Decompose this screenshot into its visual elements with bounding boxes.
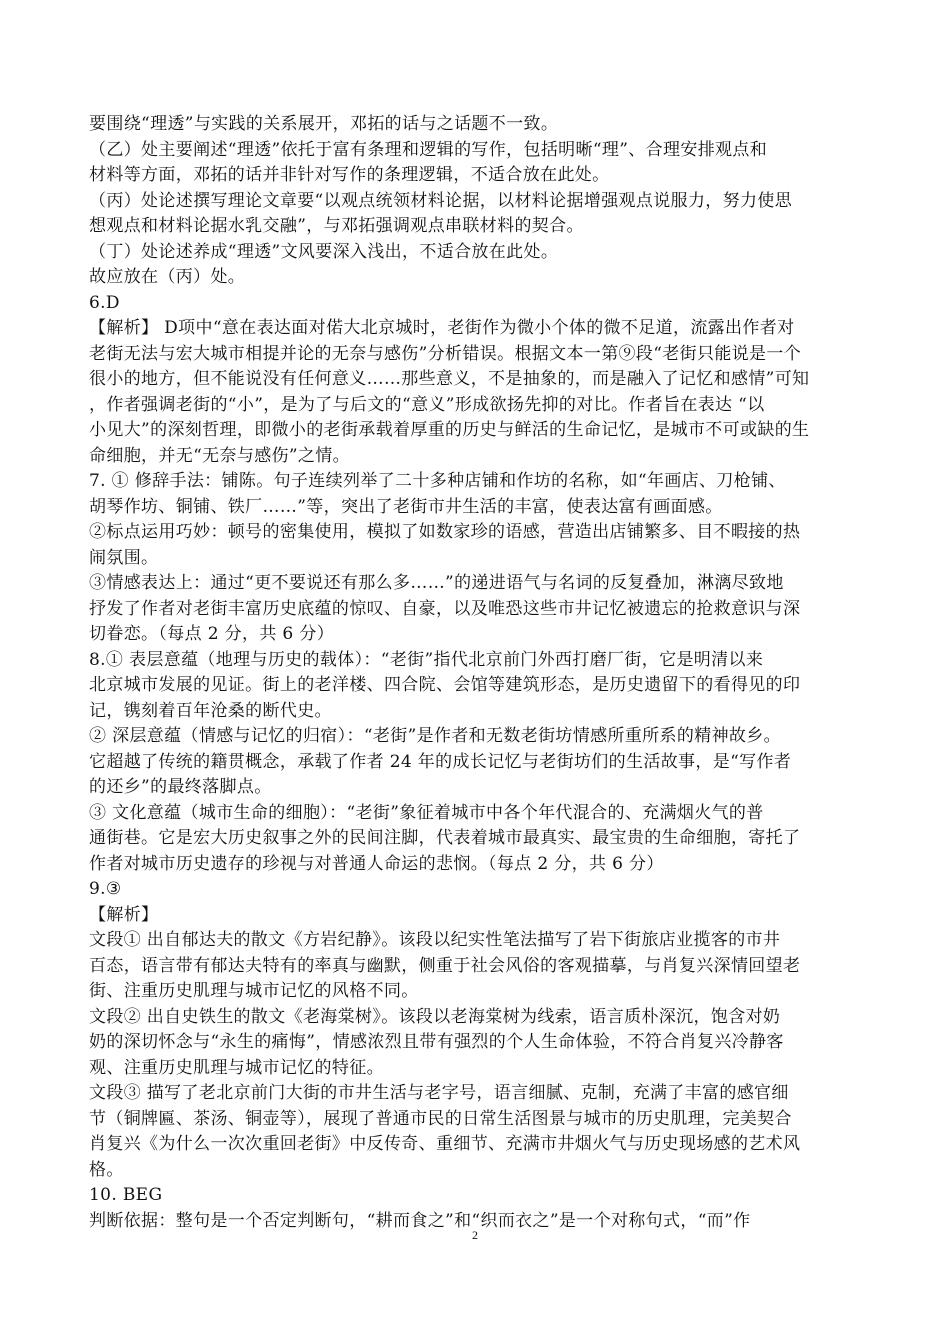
- text-line: 通街巷。它是宏大历史叙事之外的民间注脚，代表着城市最真实、最宝贵的生命细胞，寄托了: [89, 828, 801, 848]
- page-number: 2: [472, 1228, 478, 1242]
- analysis-heading: 【解析】: [89, 904, 159, 925]
- text-line: 街、注重历史肌理与城市记忆的风格不同。: [89, 981, 419, 1001]
- text-line: （丙）处论述撰写理论文章要“以观点统领材料论据，以材料论据增强观点说服力，努力使思: [89, 190, 793, 211]
- text-line: 胡琴作坊、铜铺、铁厂……”等，突出了老街市井生活的丰富，使表达富有画面感。: [89, 496, 723, 517]
- question-number-9: 9.③: [89, 879, 122, 899]
- text-line: 格。: [89, 1159, 124, 1180]
- text-line: 的还乡”的最终落脚点。: [89, 777, 272, 797]
- text-line: 文段③ 描写了老北京前门大街的市井生活与老字号，语言细腻、克制，充满了丰富的感官细: [89, 1083, 789, 1103]
- question-number-10: 10. BEG: [89, 1185, 163, 1205]
- text-line: 老街无法与宏大城市相提并论的无奈与感伤”分析错误。根据文本一第⑨段“老街只能说是一个: [89, 343, 802, 364]
- answer-text-body: [89, 112, 875, 1234]
- text-line: （丁）处论述养成“理透”文风要深入浅出，不适合放在此处。: [89, 241, 559, 262]
- text-line: 它超越了传统的籍贯概念，承载了作者 24 年的成长记忆与老街坊们的生活故事，是“写作者: [89, 751, 792, 772]
- text-line: 故应放在（丙）处。: [89, 267, 246, 287]
- text-line: 奶的深切怀念与“永生的痛悔”，情感浓烈且带有强烈的个人生命体验，不符合肖复兴冷静客: [89, 1032, 784, 1052]
- text-line: 百态，语言带有郁达夫特有的率真与幽默，侧重于社会风俗的客观描摹，与肖复兴深情回望老: [89, 955, 801, 976]
- text-line: 节（铜牌匾、茶汤、铜壶等），展现了普通市民的日常生活图景与城市的历史肌理，完美契合: [89, 1108, 792, 1129]
- text-line: 肖复兴《为什么一次次重回老街》中反传奇、重细节、充满市井烟火气与历史现场感的艺术风: [89, 1134, 801, 1154]
- text-line: 材料等方面，邓拓的话并非针对写作的条理逻辑，不适合放在此处。: [89, 165, 610, 185]
- text-line: 判断依据：整句是一个否定判断句，“耕而食之”和“织而衣之”是一个对称句式，“而”作: [89, 1210, 751, 1231]
- text-line: 观、注重历史肌理与城市记忆的特征。: [89, 1057, 384, 1078]
- text-line: ② 深层意蕴（情感与记忆的归宿）：“老街”是作者和无数老街坊情感所重所系的精神故乡。: [89, 726, 781, 746]
- text-line: ③ 文化意蕴（城市生命的细胞）：“老街”象征着城市中各个年代混合的、充满烟火气的普: [89, 802, 764, 823]
- question-number-7: 7. ① 修辞手法：铺陈。句子连续列举了二十多种店铺和作坊的名称，如“年画店、刀枪铺、: [89, 471, 786, 491]
- text-line: ③情感表达上：通过“更不要说还有那么多……”的递进语气与名词的反复叠加，淋漓尽致地: [89, 573, 784, 593]
- text-line: 很小的地方，但不能说没有任何意义……那些意义，不是抽象的，而是融入了记忆和感情”可知: [89, 369, 810, 389]
- text-line: 想观点和材料论据水乳交融”，与邓拓强调观点串联材料的契合。: [89, 216, 584, 236]
- text-line: 切眷恋。（每点 2 分，共 6 分）: [89, 624, 335, 644]
- question-number-8: 8.① 表层意蕴（地理与历史的载体）：“老街”指代北京前门外西打磨厂街，它是明清以来: [89, 649, 764, 670]
- text-line: 文段① 出自郁达夫的散文《方岩纪静》。该段以纪实性笔法描写了岩下街旅店业揽客的市井: [89, 930, 781, 950]
- text-line: （乙）处主要阐述“理透”依托于富有条理和逻辑的写作，包括明晰“理”、合理安排观点和: [89, 139, 768, 160]
- text-line: ②标点运用巧妙：顿号的密集使用，模拟了如数家珍的语感，营造出店铺繁多、目不暇接的热: [89, 522, 801, 542]
- question-number-6: 6.D: [89, 292, 120, 313]
- text-line: 要围绕“理透”与实践的关系展开，邓拓的话与之话题不一致。: [89, 114, 559, 134]
- text-line: 抒发了作者对老街丰富历史底蕴的惊叹、自豪，以及唯恐这些市井记忆被遗忘的抢救意识与深: [89, 598, 801, 619]
- text-line: 命细胞，并无“无奈与感伤”之情。: [89, 445, 350, 466]
- text-line: 【解析】 D项中“意在表达面对偌大北京城时，老街作为微小个体的微不足道，流露出作者对: [89, 318, 795, 338]
- text-line: ，作者强调老街的“小”，是为了与后文的“意义”形成欲扬先抑的对比。作者旨在表达 “以: [89, 394, 765, 415]
- text-line: 作者对城市历史遗存的珍视与对普通人命运的悲悯。（每点 2 分，共 6 分）: [89, 853, 664, 874]
- text-line: 小见大”的深刻哲理，即微小的老街承载着厚重的历史与鲜活的生命记忆，是城市不可或缺的生: [89, 420, 810, 440]
- text-line: 闹氛围。: [89, 547, 159, 568]
- text-line: 记，镌刻着百年沧桑的断代史。: [89, 700, 332, 721]
- text-line: 北京城市发展的见证。街上的老洋楼、四合院、会馆等建筑形态，是历史遗留下的看得见的印: [89, 675, 801, 695]
- text-line: 文段② 出自史铁生的散文《老海棠树》。该段以老海棠树为线索，语言质朴深沉，饱含对奶: [89, 1006, 781, 1027]
